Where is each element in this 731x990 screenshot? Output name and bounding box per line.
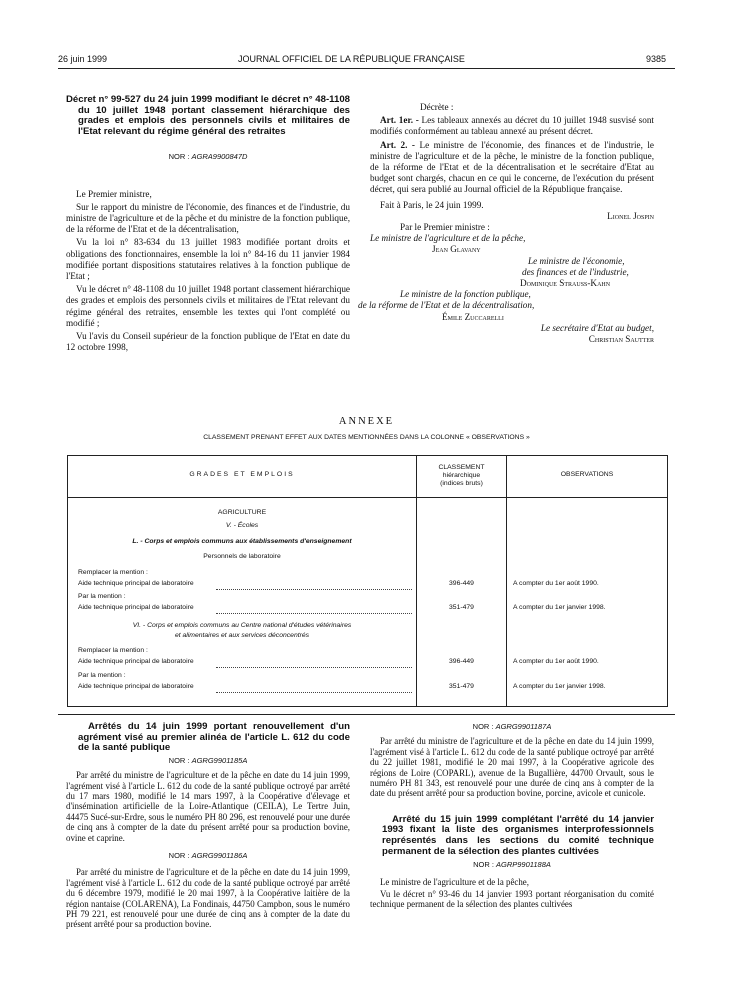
signature-pm: Lionel Jospin xyxy=(607,210,654,221)
decret-para3: Vu le décret n° 48-1108 du 10 juillet 1948 portant classement hiérarchique des grades et emplois des personnels civils et militaires de l'Etat relevant du régime général des retraites, ensemble les textes qui l'ont complété ou modifié ; xyxy=(66,284,350,328)
col-header-grades: GRADES ET EMPLOIS xyxy=(189,471,295,478)
signature-fonction-publique: Émile Zuccarelli xyxy=(442,311,504,322)
ministre-agriculture: Le ministre de l'agriculture et de la pêche, xyxy=(370,233,526,244)
row-label: Aide technique principal de laboratoire xyxy=(78,580,194,587)
decret-para4: Vu l'avis du Conseil supérieur de la fonction publique de l'Etat en date du 12 octobre 1998, xyxy=(66,331,350,353)
secretaire-budget: Le secrétaire d'Etat au budget, xyxy=(540,322,654,333)
signature-agriculture: Jean Glavany xyxy=(432,244,481,255)
col-header-classement-1: CLASSEMENT xyxy=(438,464,485,471)
annexe-subtitle: CLASSEMENT PRENANT EFFET AUX DATES MENTIONNÉES DANS LA COLONNE « OBSERVATIONS » xyxy=(203,434,530,441)
row-label: Aide technique principal de laboratoire xyxy=(78,658,194,665)
row-indices: 396-449 xyxy=(449,580,474,587)
fait-a-paris: Fait à Paris, le 24 juin 1999. xyxy=(380,199,484,210)
header-rule xyxy=(58,68,675,69)
annexe-table xyxy=(67,455,668,707)
leader-dots xyxy=(216,667,412,668)
arrete2-nor: NOR : AGRP9901188A xyxy=(473,860,551,870)
par-premier-ministre: Par le Premier ministre : xyxy=(400,222,490,233)
nor-label: NOR : xyxy=(168,152,190,162)
article-2: Art. 2. - Le ministre de l'économie, des finances et de l'industrie, le ministre de l'agriculture et de la pêche, le ministre de la fonction publique, de la réforme de l'Etat et de la décentralisation et le secrétaire d'Etat au budget sont chargés, chacun en ce qui le concerne, de l'exécution du présent décret, qui sera publié au Journal officiel de la République française. xyxy=(370,139,655,195)
decret-title: Décret n° 99-527 du 24 juin 1999 modifiant le décret n° 48-1108 du 10 juillet 1948 portant classement hiérarchique des grades et emplois des personnels civils et militaires de l'Etat relevant du régime général des retraites xyxy=(66,94,350,137)
arretes-para-3: Par arrêté du ministre de l'agriculture et de la pêche en date du 14 juin 1999, l'agrément visé à l'article L. 612 du code de la santé publique octroyé par arrêté du 22 juillet 1981, modifié le 20 mai 1997, à la Coopérative agricole des régions de Loire (COPARL), avenue de la Bugallière, 44700 Orvault, sous le numéro PH 81 343, est renouvelé pour une durée de cinq ans à compter de la date du présent arrêté pour sa production bovine, porcine, avicole et cunicole. xyxy=(370,736,654,799)
leader-dots xyxy=(216,589,412,590)
decret-left-column xyxy=(66,95,350,355)
header-journal: JOURNAL OFFICIEL DE LA RÉPUBLIQUE FRANÇAISE xyxy=(238,54,465,64)
signature-economie: Dominique Strauss-Kahn xyxy=(520,278,611,289)
ministre-fonction-publique-1: Le ministre de la fonction publique, xyxy=(400,289,531,300)
arretes-nor-2: NOR : AGRG9901186A xyxy=(168,851,248,861)
row-indices: 396-449 xyxy=(449,658,474,665)
row-label: Aide technique principal de laboratoire xyxy=(78,604,194,611)
col-header-classement-3: (indices bruts) xyxy=(440,480,483,487)
ministre-economie-2: des finances et de l'industrie, xyxy=(522,266,629,277)
arretes-nor-1: NOR : AGRG9901185A xyxy=(168,755,248,765)
section-personnels-laboratoire: Personnels de laboratoire xyxy=(203,553,281,560)
table-header-rule xyxy=(68,497,667,498)
leader-dots xyxy=(216,613,412,614)
row-observation: A compter du 1er août 1990. xyxy=(513,658,599,665)
col-header-classement-2: hiérarchique xyxy=(442,472,481,479)
arretes-para-1: Par arrêté du ministre de l'agriculture et de la pêche en date du 14 juin 1999, l'agrément visé à l'article L. 612 du code de la santé publique octroyé par arrêté du 17 mars 1980, modifié le 14 mars 1997, à la Coopérative d'élevage et d'insémination artificielle de la Loire-Atlantique (CEILA), Le Tertre Juin, 44475 Sucé-sur-Erdre, sous le numéro PH 80 296, est renouvelé pour une durée de cinq ans à compter de la date du présent arrêté pour sa production bovine, ovine et caprine. xyxy=(66,770,350,843)
row-observation: A compter du 1er janvier 1998. xyxy=(513,683,606,690)
decrete-label: Décrète : xyxy=(420,102,454,112)
ministre-fonction-publique-2: de la réforme de l'Etat et de la décentralisation, xyxy=(358,300,535,311)
article-1: Art. 1er. - Les tableaux annexés au décret du 10 juillet 1948 susvisé sont modifiés conformément au tableau annexé au présent décret. xyxy=(370,115,654,137)
annexe-title: ANNEXE xyxy=(338,416,395,427)
section-agriculture: AGRICULTURE xyxy=(217,509,267,516)
row-observation: A compter du 1er janvier 1998. xyxy=(513,604,606,611)
arretes-nor-3: NOR : AGRG9901187A xyxy=(472,722,552,731)
header-page: 9385 xyxy=(646,54,667,64)
decret-para2: Vu la loi n° 83-634 du 13 juillet 1983 modifiée portant droits et obligations des fonctionnaires, ensemble la loi n° 84-16 du 11 janvier 1984 modifiée portant dispositions statutaires relatives à la fonction publique de l'Etat ; xyxy=(66,237,350,281)
row-pre-text: Par la mention : xyxy=(78,672,126,679)
arrete2-para-1: Le ministre de l'agriculture et de la pêche, xyxy=(380,876,529,887)
table-divider xyxy=(506,456,507,706)
nor-code: AGRA9900847D xyxy=(191,152,248,162)
section-rule xyxy=(58,714,675,715)
col-header-observations: OBSERVATIONS xyxy=(560,471,614,478)
section-corps-communs: L. - Corps et emplois communs aux établissements d'enseignement xyxy=(132,538,352,545)
row-indices: 351-479 xyxy=(449,683,474,690)
section-ecoles: V. - Écoles xyxy=(225,522,259,529)
arretes-right-column xyxy=(370,722,654,912)
header-date: 26 juin 1999 xyxy=(58,54,108,64)
row-pre-text: Par la mention : xyxy=(78,593,126,600)
row-pre-text: Remplacer la mention : xyxy=(78,569,148,576)
decret-para1: Sur le rapport du ministre de l'économie, des finances et de l'industrie, du ministre de l'agriculture et de la pêche et du ministre de la fonction publique, de la réforme de l'Etat et de la décentralisation, xyxy=(66,201,350,235)
row-pre-text: Remplacer la mention : xyxy=(78,647,148,654)
arretes-title: Arrêtés du 14 juin 1999 portant renouvellement d'un agrément visé au premier alinéa de l'article L. 612 du code de la santé publique xyxy=(78,721,350,754)
arretes-left-column xyxy=(66,722,350,932)
ministre-economie-1: Le ministre de l'économie, xyxy=(528,255,625,266)
row-label: Aide technique principal de laboratoire xyxy=(78,683,194,690)
decret-right-column xyxy=(358,102,655,345)
row-observation: A compter du 1er août 1990. xyxy=(513,580,599,587)
row-indices: 351-479 xyxy=(449,604,474,611)
signature-budget: Christian Sautter xyxy=(588,334,654,345)
leader-dots xyxy=(216,692,412,693)
decret-nor xyxy=(66,151,350,162)
section-vi-line2: et alimentaires et aux services déconcentrés xyxy=(174,632,310,639)
section-vi-line1: VI. - Corps et emplois communs au Centre national d'études vétérinaires xyxy=(132,622,352,629)
arrete2-title: Arrêté du 15 juin 1999 complétant l'arrêté du 14 janvier 1993 fixant la liste des organismes interprofessionnels représentés dans les sections du comité technique permanent de la sélection des plantes cultivées xyxy=(382,813,654,857)
arretes-para-2: Par arrêté du ministre de l'agriculture et de la pêche en date du 14 juin 1999, l'agrément visé à l'article L. 612 du code de la santé publique octroyé par arrêté du 6 décembre 1979, modifié le 20 mai 1997, à la Coopérative laitière de la région nantaise (COLARENA), La Fondinais, 44750 Campbon, sous le numéro PH 79 221, est renouvelé pour une durée de cinq ans à compter de la date du présent arrêté pour sa production bovine. xyxy=(66,867,350,930)
arrete2-para-2: Vu le décret n° 93-46 du 14 janvier 1993 portant réorganisation du comité technique permanent de la sélection des plantes cultivées xyxy=(370,889,654,910)
decret-intro: Le Premier ministre, xyxy=(76,188,152,199)
